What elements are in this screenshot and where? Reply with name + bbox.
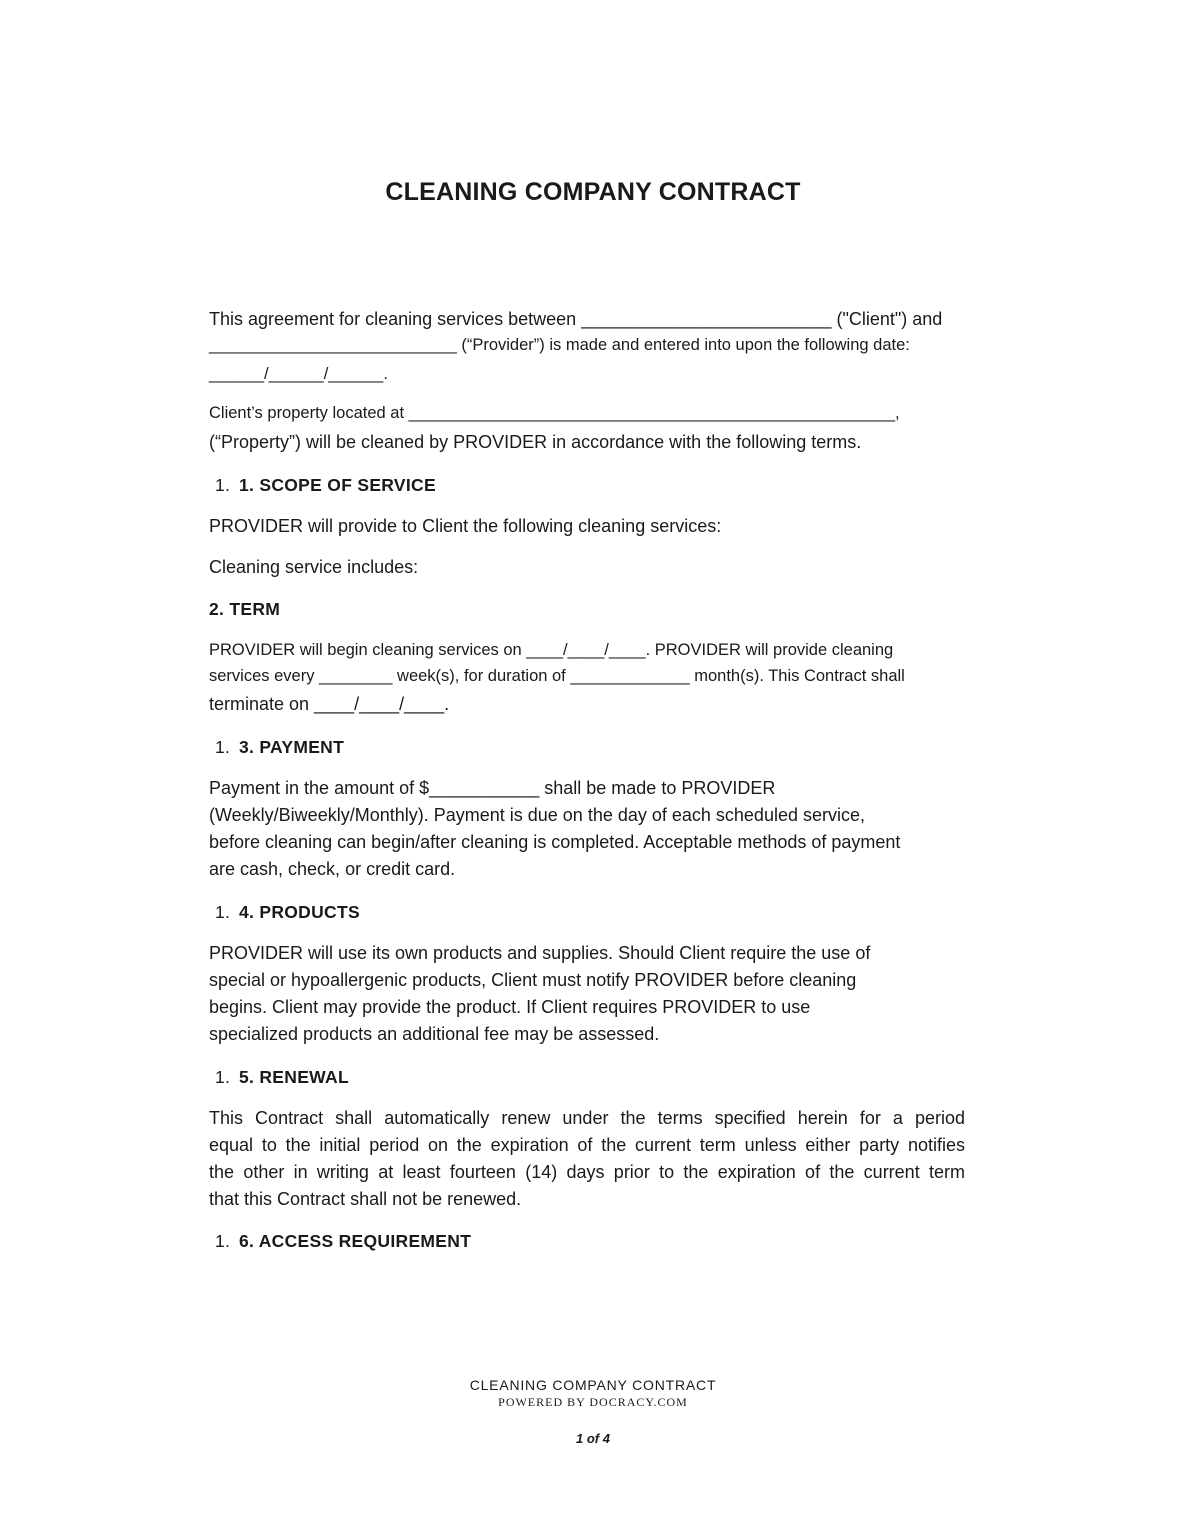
scope-line-1: PROVIDER will provide to Client the following cleaning services:: [209, 516, 722, 536]
section-heading-renewal: [209, 1067, 349, 1088]
document-title: CLEANING COMPANY CONTRACT: [385, 178, 801, 206]
term-line-1: PROVIDER will begin cleaning services on ____/____/____. PROVIDER will provide cleaning: [209, 641, 894, 659]
scope-line-2: Cleaning service includes:: [209, 557, 419, 577]
list-number: 1.: [215, 475, 231, 495]
heading-text: 6. ACCESS REQUIREMENT: [239, 1231, 472, 1251]
renewal-line-2: equal to the initial period on the expiration of the current term unless either party notifies: [209, 1135, 965, 1155]
intro-line-1: This agreement for cleaning services between _________________________ ("Client") and: [209, 309, 943, 329]
section-heading-products: [209, 902, 360, 923]
section-heading-scope: [209, 475, 436, 496]
products-line-4: specialized products an additional fee may be assessed.: [209, 1024, 660, 1044]
footer-powered-by: POWERED BY DOCRACY.COM: [498, 1395, 688, 1409]
payment-line-4: are cash, check, or credit card.: [209, 859, 456, 879]
footer-title: CLEANING COMPANY CONTRACT: [469, 1377, 717, 1393]
list-number: 1.: [215, 902, 231, 922]
heading-text: 4. PRODUCTS: [239, 902, 360, 922]
heading-text: 3. PAYMENT: [239, 737, 345, 757]
products-line-1: PROVIDER will use its own products and supplies. Should Client require the use of: [209, 943, 871, 963]
payment-line-2: (Weekly/Biweekly/Monthly). Payment is due on the day of each scheduled service,: [209, 805, 865, 825]
intro-line-2: ___________________________ (“Provider”) is made and entered into upon the following date:: [209, 336, 910, 354]
section-heading-access: [209, 1231, 471, 1252]
section-heading-term: 2. TERM: [209, 599, 281, 619]
intro-line-3: ______/______/______.: [209, 365, 388, 383]
section-heading-payment: [209, 737, 344, 758]
heading-text: 1. SCOPE OF SERVICE: [239, 475, 436, 495]
renewal-line-3: the other in writing at least fourteen (14) days prior to the expiration of the current term: [209, 1162, 965, 1182]
list-number: 1.: [215, 1231, 231, 1251]
renewal-line-4: that this Contract shall not be renewed.: [209, 1189, 522, 1209]
term-line-2: services every ________ week(s), for duration of _____________ month(s). This Contract shall: [209, 667, 905, 685]
list-number: 1.: [215, 1067, 231, 1087]
intro-line-4: Client’s property located at _____________________________________________________,: [209, 404, 900, 422]
heading-text: 5. RENEWAL: [239, 1067, 349, 1087]
renewal-line-1: This Contract shall automatically renew under the terms specified herein for a period: [209, 1108, 965, 1128]
term-line-3: terminate on ____/____/____.: [209, 694, 450, 714]
page-number: 1 of 4: [576, 1431, 610, 1446]
products-line-2: special or hypoallergenic products, Client must notify PROVIDER before cleaning: [209, 970, 857, 990]
payment-line-3: before cleaning can begin/after cleaning is completed. Acceptable methods of payment: [209, 832, 901, 852]
payment-line-1: Payment in the amount of $___________ shall be made to PROVIDER: [209, 778, 776, 798]
intro-line-5: (“Property”) will be cleaned by PROVIDER in accordance with the following terms.: [209, 432, 862, 452]
list-number: 1.: [215, 737, 231, 757]
products-line-3: begins. Client may provide the product. If Client requires PROVIDER to use: [209, 997, 811, 1017]
